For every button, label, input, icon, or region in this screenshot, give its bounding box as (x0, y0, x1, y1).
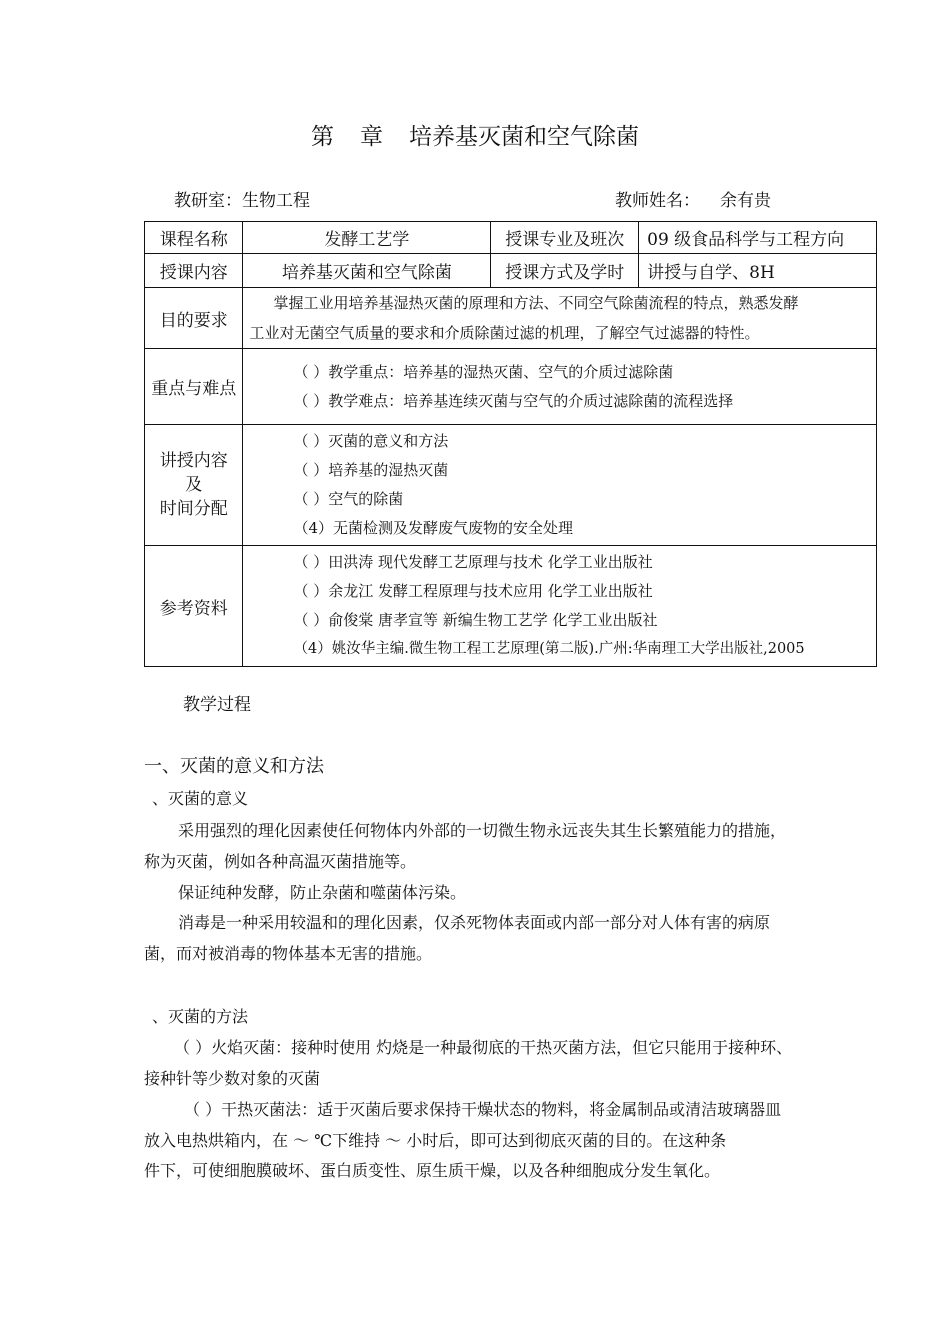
paragraph-line: 接种针等少数对象的灭菌 (144, 1069, 321, 1088)
key-points-label: 重点与难点 (145, 349, 243, 425)
mode-value: 讲授与自学、8H (639, 254, 877, 288)
paragraph-line: （ ）火焰灭菌：接种时使用 灼烧是一种最彻底的干热灭菌方法，但它只能用于接种环、 (174, 1038, 793, 1057)
mode-label: 授课方式及学时 (491, 254, 639, 288)
chapter-suffix: 章 (360, 124, 383, 150)
section-heading: 一、灭菌的意义和方法 (144, 756, 324, 777)
teacher-label: 教师姓名： (615, 191, 700, 211)
lecture-label-line: 讲授内容 (159, 451, 228, 471)
paragraph-line: 保证纯种发酵，防止杂菌和噬菌体污染。 (178, 883, 467, 902)
goal-line: 工业对无菌空气质量的要求和介质除菌过滤的机理，了解空气过滤器的特性。 (249, 324, 760, 342)
content-value: 培养基灭菌和空气除菌 (243, 254, 491, 288)
chapter-prefix: 第 (311, 124, 334, 150)
table-row (145, 288, 877, 349)
subsection-heading: 、灭菌的意义 (152, 789, 249, 808)
table-row (145, 254, 877, 288)
list-item: （4）姚汝华主编.微生物工程工艺原理(第二版).广州:华南理工大学出版社,2005 (293, 641, 805, 657)
table-row (145, 349, 877, 425)
major-label: 授课专业及班次 (491, 222, 639, 254)
paragraph-line: 称为灭菌，例如各种高温灭菌措施等。 (144, 852, 417, 871)
list-item: （ ）教学重点：培养基的湿热灭菌、空气的介质过滤除菌 (293, 362, 674, 381)
paragraph-line: （ ）干热灭菌法：适于灭菌后要求保持干燥状态的物料，将金属制品或清洁玻璃器皿 (184, 1100, 782, 1119)
paragraph-line: 消毒是一种采用较温和的理化因素，仅杀死物体表面或内部一部分对人体有害的病原 (178, 913, 771, 932)
list-item: （ ）田洪涛 现代发酵工艺原理与技术 化学工业出版社 (293, 553, 653, 571)
list-item: （ ）教学难点：培养基连续灭菌与空气的介质过滤除菌的流程选择 (293, 391, 734, 410)
paragraph-line: 菌，而对被消毒的物体基本无害的措施。 (144, 944, 433, 963)
list-item: （ ）俞俊棠 唐孝宣等 新编生物工艺学 化学工业出版社 (293, 611, 658, 629)
key-points-content (243, 349, 877, 425)
teaching-process-heading: 教学过程 (183, 695, 251, 715)
course-name-label: 课程名称 (145, 222, 243, 254)
course-info-table (144, 221, 877, 667)
list-item: （ ）余龙江 发酵工程原理与技术应用 化学工业出版社 (293, 582, 653, 600)
content-label: 授课内容 (145, 254, 243, 288)
goal-line: 掌握工业用培养基湿热灭菌的原理和方法、不同空气除菌流程的特点，熟悉发酵 (273, 294, 799, 312)
lecture-label-line: 及 (185, 475, 203, 495)
table-row (145, 222, 877, 254)
subsection-heading: 、灭菌的方法 (152, 1007, 249, 1026)
goal-content (243, 288, 877, 349)
list-item: （ ）空气的除菌 (293, 490, 404, 508)
course-name-value: 发酵工艺学 (243, 222, 491, 254)
paragraph-line: 放入电热烘箱内，在 ～ ℃下维持 ～ 小时后，即可达到彻底灭菌的目的。在这种条 (144, 1131, 727, 1150)
list-item: （4）无菌检测及发酵废气废物的安全处理 (293, 519, 574, 537)
lecture-content (243, 425, 877, 546)
department-label: 教研室：生物工程 (174, 191, 310, 211)
page-title (0, 118, 950, 151)
chapter-title-text: 培养基灭菌和空气除菌 (409, 124, 639, 150)
table-row (145, 546, 877, 667)
paragraph-line: 件下，可使细胞膜破坏、蛋白质变性、原生质干燥，以及各种细胞成分发生氧化。 (144, 1161, 721, 1180)
major-value: 09 级食品科学与工程方向 (639, 222, 877, 254)
teacher-name: 余有贵 (720, 191, 771, 211)
references-content (243, 546, 877, 667)
table-row (145, 425, 877, 546)
lecture-label-line: 时间分配 (159, 499, 228, 519)
goal-label: 目的要求 (145, 288, 243, 349)
lecture-label (145, 425, 243, 546)
list-item: （ ）培养基的湿热灭菌 (293, 461, 449, 479)
references-label: 参考资料 (145, 546, 243, 667)
list-item: （ ）灭菌的意义和方法 (293, 432, 449, 450)
paragraph-line: 采用强烈的理化因素使任何物体内外部的一切微生物永远丧失其生长繁殖能力的措施， (178, 821, 787, 840)
